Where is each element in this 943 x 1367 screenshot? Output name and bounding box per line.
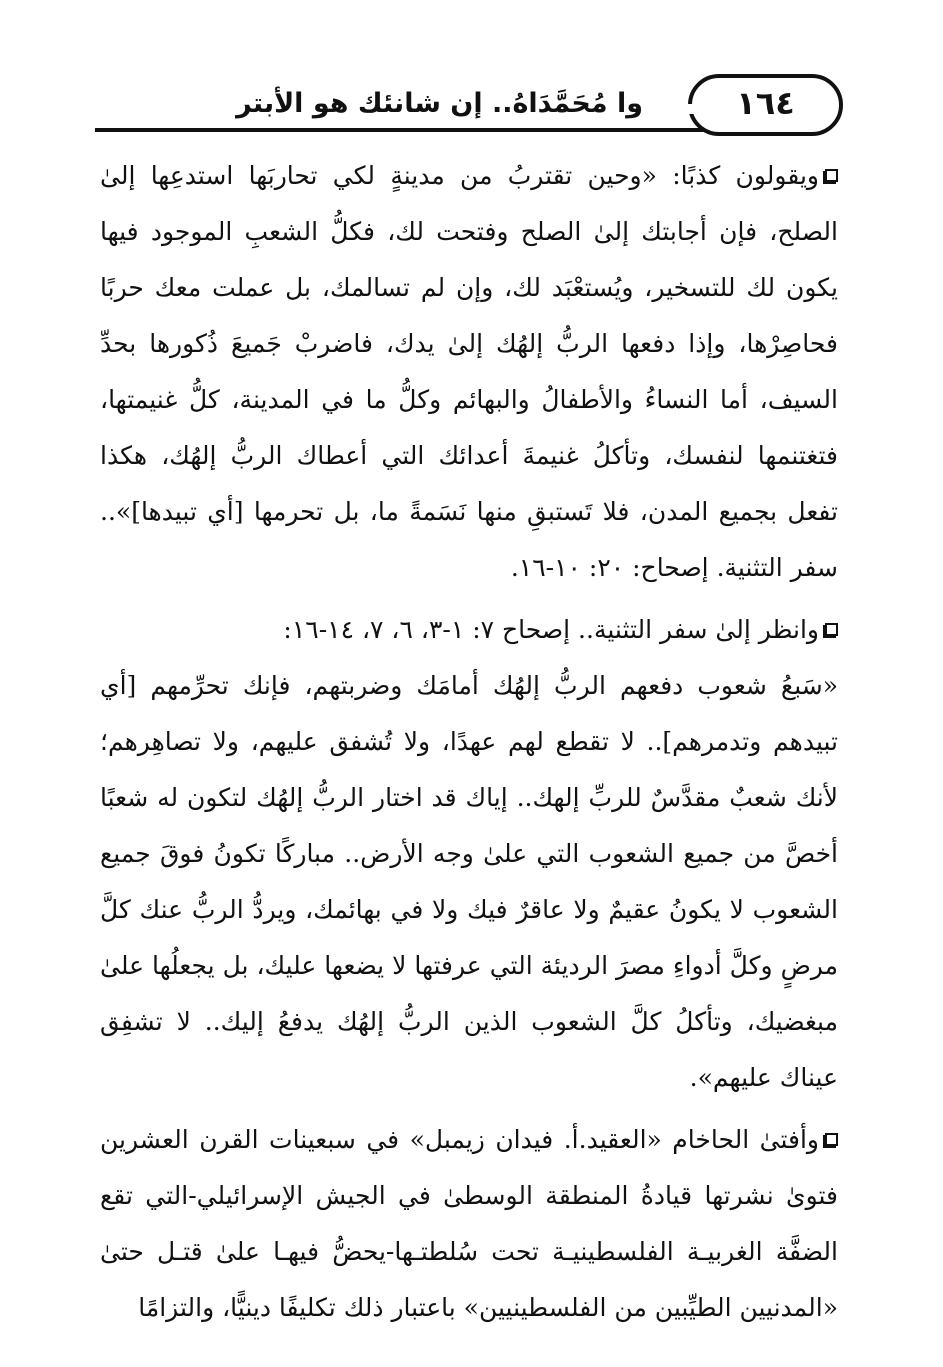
page-number-badge (688, 74, 843, 136)
bullet-square-icon (825, 1133, 838, 1146)
body-text (100, 148, 838, 1336)
paragraph-3 (100, 658, 838, 1106)
paragraph-4 (100, 1112, 838, 1336)
paragraph-3-text: «سَبعُ شعوب دفعهم الربُّ إلهُك أمامَك وضربتهم، فإنك تحرِّمهم [أي تبيدهم وتدمرهم].. لا تقطع لهم عهدًا، ولا تُشفق عليهم، ولا تصاهِرهم؛ لأنك شعبٌ مقدَّسٌ للربِّ إلهك.. إياك قد اختار الربُّ إلهُك لتكون له شعبًا أخصَّ من جميع الشعوب التي علىٰ وجه الأرض.. مباركًا تكونُ فوقَ جميع الشعوب لا يكونُ عقيمٌ ولا عاقرٌ فيك ولا في بهائمك، ويردُّ الربُّ عنك كلَّ مرضٍ وكلَّ أدواءِ مصرَ الرديئة التي عرفتها لا يضعها عليك، بل يجعلُها علىٰ مبغضيك، وتأكلُ كلَّ الشعوب الذين الربُّ إلهُك يدفعُ إليك.. لا تشفِق عيناك عليهم». (100, 671, 838, 1092)
paragraph-1 (100, 148, 838, 596)
page-header (95, 66, 843, 146)
bullet-square-icon (825, 169, 838, 182)
paragraph-2-text: وانظر إلىٰ سفر التثنية.. إصحاح ٧: ١-٣، ٦، ٧، ١٤-١٦: (283, 615, 819, 644)
paragraph-4-text: وأفتىٰ الحاخام «العقيد.أ. فيدان زيمبل» في سبعينات القرن العشرين فتوىٰ نشرتها قيادةُ المنطقة الوسطىٰ في الجيش الإسرائيلي-التي تقع الضفَّة الغربيـة الفلسطينيـة تحت سُلطتـها-يحضُّ فيهـا علىٰ قتـل حتىٰ «المدنيين الطيِّبين من الفلسطينيين» باعتبار ذلك تكليفًا دينيًّا، والتزامًا (100, 1125, 838, 1322)
paragraph-1-text: ويقولون كذبًا: «وحين تقتربُ من مدينةٍ لكي تحاربَها استدعِها إلىٰ الصلح، فإن أجابتك إلىٰ الصلح وفتحت لك، فكلُّ الشعبِ الموجود فيها يكون لك للتسخير، ويُستعْبَد لك، وإن لم تسالمك، بل عملت معك حربًا فحاصِرْها، وإذا دفعها الربُّ إلهُك إلىٰ يدك، فاضربْ جَميعَ ذُكورها بحدِّ السيف، أما النساءُ والأطفالُ والبهائم وكلُّ ما في المدينة، كلُّ غنيمتها، فتغتنمها لنفسك، وتأكلُ غنيمةَ أعدائك التي أعطاك الربُّ إلهُك، هكذا تفعل بجميع المدن، فلا تَستبقِ منها نَسَمةً ما، بل تحرمها [أي تبيدها]».. سفر التثنية. إصحاح: ٢٠: ١٠-١٦. (100, 161, 838, 582)
page-number: ١٦٤ (736, 84, 795, 122)
running-title: وا مُحَمَّدَاهُ.. إن شانئك هو الأبتر (236, 88, 643, 119)
bullet-square-icon (825, 623, 838, 636)
paragraph-2 (100, 602, 838, 658)
